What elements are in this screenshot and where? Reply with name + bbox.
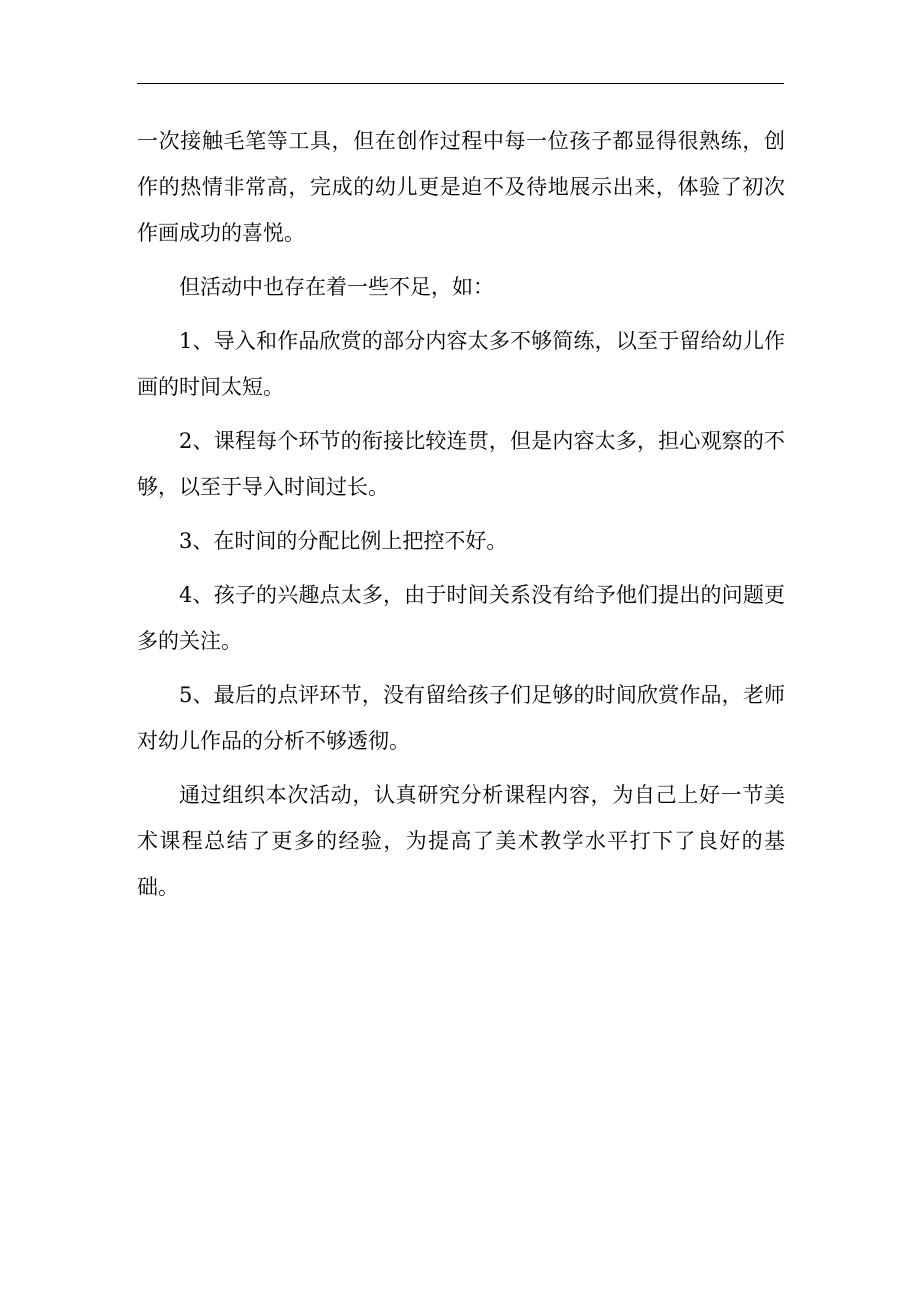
paragraph-item-2: 2、课程每个环节的衔接比较连贯，但是内容太多，担心观察的不够，以至于导入时间过长。: [137, 429, 785, 499]
paragraph-item-1: 1、导入和作品欣赏的部分内容太多不够简练，以至于留给幼儿作画的时间太短。: [137, 329, 785, 399]
paragraph-item-3: 3、在时间的分配比例上把控不好。: [179, 529, 508, 553]
paragraph-continuation: 一次接触毛笔等工具，但在创作过程中每一位孩子都显得很熟练，创作的热情非常高，完成的幼儿更是迫不及待地展示出来，体验了初次作画成功的喜悦。: [137, 129, 785, 245]
document-body: [137, 118, 785, 918]
paragraph-conclusion: 通过组织本次活动，认真研究分析课程内容，为自己上好一节美术课程总结了更多的经验，为提高了美术教学水平打下了良好的基础。: [137, 783, 785, 899]
paragraph-item-4: 4、孩子的兴趣点太多，由于时间关系没有给予他们提出的问题更多的关注。: [137, 583, 785, 653]
header-rule: [137, 83, 784, 84]
paragraph-item-5: 5、最后的点评环节，没有留给孩子们足够的时间欣赏作品，老师对幼儿作品的分析不够透彻。: [137, 683, 785, 753]
paragraph-shortcomings-intro: 但活动中也存在着一些不足，如：: [179, 275, 494, 299]
